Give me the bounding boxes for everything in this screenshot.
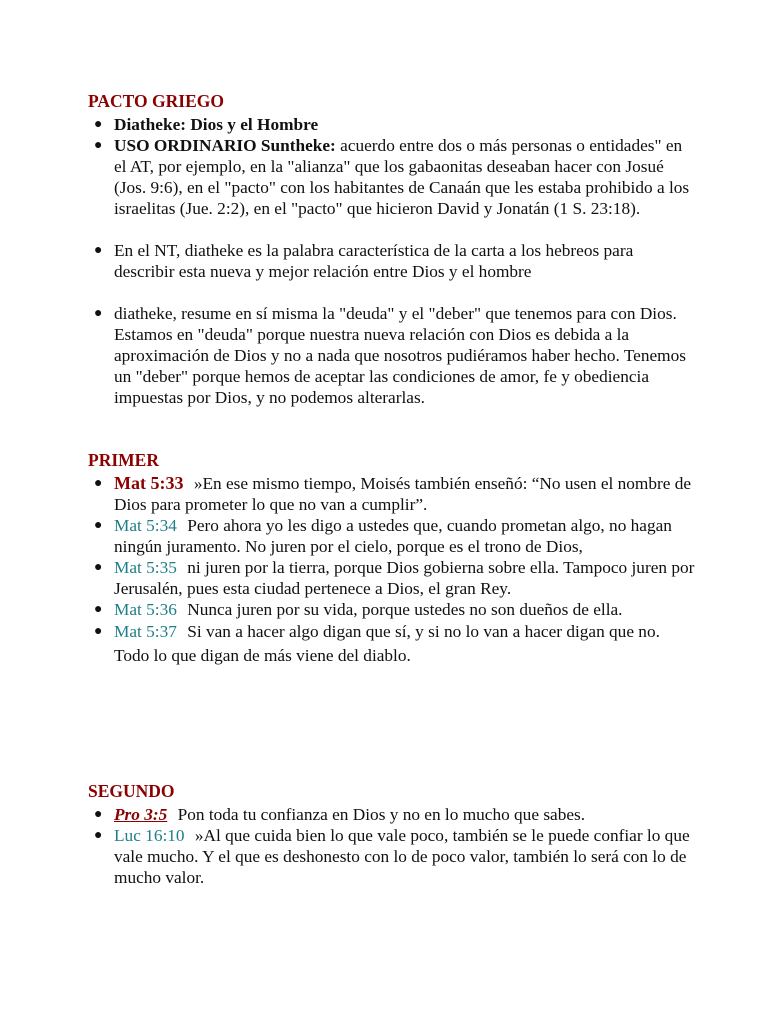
heading-primer: PRIMER <box>88 450 159 470</box>
item-text: En el NT, diatheke es la palabra característica de la carta a los hebreos para describir esta nueva y mejor relación entre Dios y el hombre <box>114 241 634 281</box>
bullet-icon: ● <box>94 807 103 822</box>
bullet-icon: ● <box>94 243 103 258</box>
list-item <box>94 114 696 135</box>
list-item <box>94 620 696 668</box>
verse-ref-link[interactable]: Luc 16:10 <box>114 826 185 845</box>
list-item <box>94 473 696 515</box>
verse-ref-link[interactable]: Pro 3:5 <box>114 805 168 824</box>
item-label: USO ORDINARIO Suntheke: <box>114 136 336 155</box>
verse-text: Pon toda tu confianza en Dios y no en lo mucho que sabes. <box>177 805 586 824</box>
heading-pacto-griego: PACTO GRIEGO <box>88 91 224 111</box>
item-text: acuerdo entre dos o más personas o entidades" en el AT, por ejemplo, en la "alianza" que los gabaonitas deseaban hacer con Josué (Jos. 9:6), en el "pacto" con los habitantes de Canaán que les estaba prohibido a los israelitas (Jue. 2:2), en el "pacto" que hicieron David y Jonatán (1 S. 23:18). <box>114 136 690 218</box>
verse-ref-link[interactable]: Mat 5:35 <box>114 558 177 577</box>
verse-text: »Al que cuida bien lo que vale poco, también se le puede confiar lo que vale mucho. Y el que es deshonesto con lo de poco valor, también lo será con lo de mucho valor. <box>114 826 690 887</box>
verse-ref: Mat 5:33 <box>114 473 184 493</box>
list-item <box>94 804 696 825</box>
bullet-icon: ● <box>94 560 103 575</box>
bullet-icon: ● <box>94 306 103 321</box>
bullet-icon: ● <box>94 476 103 491</box>
verse-text: »En ese mismo tiempo, Moisés también enseñó: “No usen el nombre de Dios para prometer lo que no van a cumplir”. <box>114 474 692 514</box>
list-item <box>94 135 696 219</box>
list-item <box>94 557 696 599</box>
pacto-list <box>94 114 696 408</box>
heading-segundo: SEGUNDO <box>88 781 175 801</box>
bullet-icon: ● <box>94 518 103 533</box>
bullet-icon: ● <box>94 138 103 153</box>
list-item <box>94 303 696 408</box>
verse-ref-link[interactable]: Mat 5:34 <box>114 516 177 535</box>
verse-ref-link[interactable]: Mat 5:36 <box>114 600 177 619</box>
list-item <box>94 825 696 888</box>
bullet-icon: ● <box>94 828 103 843</box>
verse-text: Si van a hacer algo digan que sí, y si no lo van a hacer digan que no. Todo lo que digan de más viene del diablo. <box>114 622 660 665</box>
verse-text: ni juren por la tierra, porque Dios gobierna sobre ella. Tampoco juren por Jerusalén, pues esta ciudad pertenece a Dios, el gran Rey. <box>114 558 695 598</box>
bullet-icon: ● <box>94 602 103 617</box>
segundo-list <box>94 804 696 888</box>
list-item <box>94 599 696 620</box>
bullet-icon: ● <box>94 117 103 132</box>
item-label: Diatheke: Dios y el Hombre <box>114 115 319 134</box>
verse-text: Nunca juren por su vida, porque ustedes no son dueños de ella. <box>187 600 623 619</box>
verse-text: Pero ahora yo les digo a ustedes que, cuando prometan algo, no hagan ningún juramento. No juren por el cielo, porque es el trono de Dios, <box>114 516 672 556</box>
item-text: diatheke, resume en sí misma la "deuda" y el "deber" que tenemos para con Dios. Estamos en "deuda" porque nuestra nueva relación con Dios es debida a la aproximación de Dios y no a nada que nosotros pudiéramos haber hecho. Tenemos un "deber" porque hemos de aceptar las condiciones de amor, fe y obediencia impuestas por Dios, y no podemos alterarlas. <box>114 304 686 407</box>
list-item <box>94 515 696 557</box>
verse-ref-link[interactable]: Mat 5:37 <box>114 622 177 641</box>
list-item <box>94 240 696 282</box>
bullet-icon: ● <box>94 624 103 639</box>
primer-list <box>94 473 696 668</box>
